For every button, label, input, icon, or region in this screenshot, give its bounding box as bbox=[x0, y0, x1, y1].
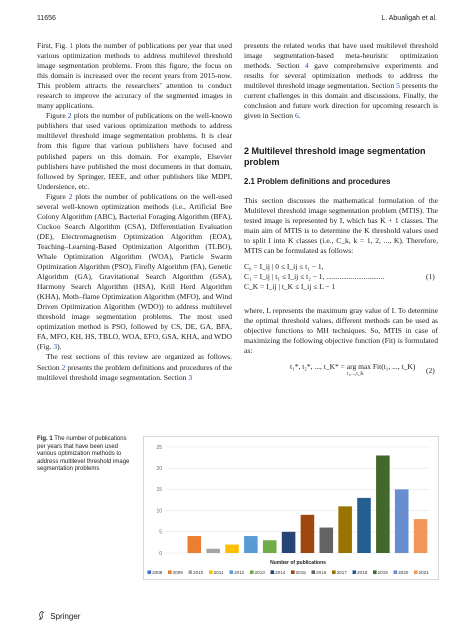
legend-label: 2013 bbox=[254, 570, 265, 575]
legend-swatch bbox=[148, 570, 152, 574]
cross-reference-link[interactable]: 3 bbox=[53, 342, 58, 352]
paragraph: The rest sections of this review are organized as follows. Section 2 presents the problem definitions and procedures of the multilevel threshold image segmentation. Section 3 bbox=[37, 352, 232, 382]
y-tick-label: 25 bbox=[156, 444, 162, 451]
cross-reference-link[interactable]: 4 bbox=[304, 61, 309, 71]
publisher-name: Springer bbox=[50, 612, 81, 621]
legend-label: 2008 bbox=[152, 570, 163, 575]
legend-label: 2018 bbox=[357, 570, 368, 575]
equation-line: t₁*, t₂*, ..., t_K* = arg max Fit(t₁, ..., t_K) bbox=[290, 362, 416, 371]
legend-swatch bbox=[394, 570, 398, 574]
running-authors: L. Abualigah et al. bbox=[381, 15, 437, 22]
y-tick-label: 0 bbox=[159, 550, 162, 557]
legend-label: 2012 bbox=[234, 570, 245, 575]
bar bbox=[187, 536, 201, 553]
bar bbox=[282, 532, 296, 553]
left-column bbox=[37, 41, 232, 383]
x-axis-label: Number of publications bbox=[270, 560, 326, 566]
section-heading bbox=[244, 146, 444, 168]
figure-label: Fig. 1 bbox=[37, 436, 53, 442]
paragraph: Figure 2 plots the number of publications on the well-known publishers that used various optimization methods to address multilevel threshold image segmentation problems. It is clear from this figure that various publishers have focused and published papers on this domain. For example, Elsevier publishers have published the most documents in that domain, followed by Springer, IEEE, and other publishers like MDPI, Undersience, etc. bbox=[37, 111, 233, 191]
legend-swatch bbox=[250, 570, 254, 574]
cross-reference-link[interactable]: 3 bbox=[188, 372, 193, 382]
bar bbox=[414, 519, 428, 553]
legend-swatch bbox=[209, 570, 213, 574]
bar bbox=[206, 549, 220, 553]
bar bbox=[376, 455, 390, 553]
bar bbox=[225, 545, 239, 553]
legend-swatch bbox=[332, 570, 336, 574]
objective-function-paragraph bbox=[244, 306, 438, 356]
bar bbox=[319, 528, 333, 553]
legend-label: 2020 bbox=[398, 570, 409, 575]
equation-subscript: t₁,...,t_K bbox=[347, 372, 364, 377]
bar bbox=[395, 489, 409, 553]
legend-label: 2009 bbox=[172, 570, 183, 575]
subsection-heading: 2.1 Problem definitions and procedures bbox=[244, 177, 391, 186]
paragraph: Figure 2 plots the number of publications on the well-used several well-known optimization methods (i.e., Artificial Bee Colony Algorithm (ABC), Bacterial Foraging Algorithm (BFA), Cuckoo Search Algorithm (CSA), Differentiation Evaluation (DE), Electromagnetism Optimization Algorithm (EOA), Teaching–Learning-Based Optimization Algorithm (TLBO), Whale Optimization Algorithm (WOA), Particle Swarm Optimization Algorithm (PSO), Firefly Algorithm (FA), Genetic Algorithm (GA), Gravitational Search Algorithm (GSA), Harmony Search Algorithm (HSA), Krill Herd Algorithm (KHA), Moth–flame Optimization Algorithm (MFO), and Wind Driven Optimization Algorithm (WDO)) to address multilevel threshold image segmentation problems. The most used optimization method is PSO, followed by CS, DE, GA, BFA, FA, MFO, KH, HS, TBLO, WOA, EFO, GSA, KHA, and WDO (Fig. 3). bbox=[37, 191, 232, 352]
bar bbox=[338, 506, 352, 553]
equation-number: (1) bbox=[426, 272, 435, 281]
cross-reference-link[interactable]: 6 bbox=[294, 111, 299, 121]
section-heading-line: 2 Multilevel threshold image segmentation bbox=[244, 146, 426, 156]
legend-swatch bbox=[168, 570, 172, 574]
y-tick-label: 10 bbox=[156, 508, 162, 515]
legend-swatch bbox=[353, 570, 357, 574]
right-column bbox=[244, 41, 438, 121]
legend-swatch bbox=[373, 570, 377, 574]
bar bbox=[301, 515, 315, 553]
legend-label: 2010 bbox=[193, 570, 204, 575]
problem-definition-paragraph bbox=[244, 196, 438, 256]
paragraph: where, L represents the maximum gray value of I. To determine the optimal threshold values, different methods can be used as objective functions to MH techniques. So, MTIS in case of maximizing the following objective function (Fit) is formulated as: bbox=[244, 306, 438, 356]
equation-line: C₁ = I_ij | t₁ ≤ I_ij ≤ t₂ − 1, ............................... bbox=[244, 272, 385, 281]
equation-number: (2) bbox=[426, 366, 435, 375]
cross-reference-link[interactable]: 1 bbox=[69, 41, 74, 50]
legend-swatch bbox=[271, 570, 275, 574]
legend-label: 2016 bbox=[316, 570, 327, 575]
legend-swatch bbox=[291, 570, 295, 574]
legend-swatch bbox=[312, 570, 316, 574]
cross-reference-link[interactable]: 2 bbox=[68, 191, 73, 201]
legend-label: 2011 bbox=[213, 570, 224, 575]
equation-line: C_K = I_ij | t_K ≤ I_ij ≤ L − 1 bbox=[244, 282, 336, 291]
bar bbox=[357, 498, 371, 553]
equation-1 bbox=[244, 262, 434, 292]
figure-caption bbox=[37, 436, 134, 474]
cross-reference-link[interactable]: 2 bbox=[67, 111, 72, 121]
paragraph: This section discusses the mathematical formulation of the Multilevel threshold image segmentation problem (MTIS). The tested image is represented by I, which has K + 1 classes. The main aim of MTIS is to determine the K threshold values used to split I into K classes (i.e., C_k, k = 1, 2, ..., K). Therefore, MTIS can be formulated as follows: bbox=[244, 196, 438, 256]
legend-swatch bbox=[414, 570, 418, 574]
legend-label: 2014 bbox=[275, 570, 286, 575]
cross-reference-link[interactable]: 5 bbox=[396, 81, 400, 91]
cross-reference-link[interactable]: 2 bbox=[61, 362, 66, 372]
publisher-footer bbox=[37, 611, 80, 621]
y-tick-label: 20 bbox=[156, 466, 162, 472]
legend-swatch bbox=[189, 570, 193, 574]
equation-2 bbox=[290, 362, 430, 378]
legend-label: 2019 bbox=[377, 570, 388, 575]
page-number: 11656 bbox=[37, 15, 56, 22]
legend-label: 2015 bbox=[295, 570, 306, 575]
figure-1-chart bbox=[143, 436, 439, 580]
figure-caption-text: The number of publications per years that have been used various optimization methods to address multilevel threshold image segmentation problems bbox=[37, 436, 130, 473]
legend-swatch bbox=[230, 570, 234, 574]
y-tick-label: 5 bbox=[159, 529, 162, 536]
legend-label: 2017 bbox=[336, 570, 347, 575]
bar bbox=[244, 536, 258, 553]
y-tick-label: 15 bbox=[156, 487, 162, 494]
bar-chart bbox=[144, 437, 438, 579]
springer-logo-icon bbox=[37, 611, 46, 620]
equation-line: C₀ = I_ij | 0 ≤ I_ij ≤ t₁ − 1, bbox=[244, 262, 324, 271]
bar bbox=[263, 540, 277, 553]
legend-label: 2021 bbox=[418, 570, 429, 575]
section-heading-line: problem bbox=[244, 157, 280, 167]
paragraph: First, Fig. 1 plots the number of publications per year that used various optimization methods to address multilevel threshold image segmentation problems. From this figure, the focus on this domain is increased over the recent years from 2015-now. This problem attracts the researchers’ attention to conduct research to improve the accuracy of the segmented images in many applications. bbox=[37, 41, 232, 111]
paragraph: presents the related works that have used multilevel threshold image segmentation-based meta-heuristic optimization methods. Section 4 gave comprehensive experiments and results for several optimization methods to address the multilevel threshold image segmentation. Section 5 presents the current challenges in this domain and discussions. Finally, the conclusion and future work direction for upcoming research is given in Section 6. bbox=[244, 41, 438, 121]
